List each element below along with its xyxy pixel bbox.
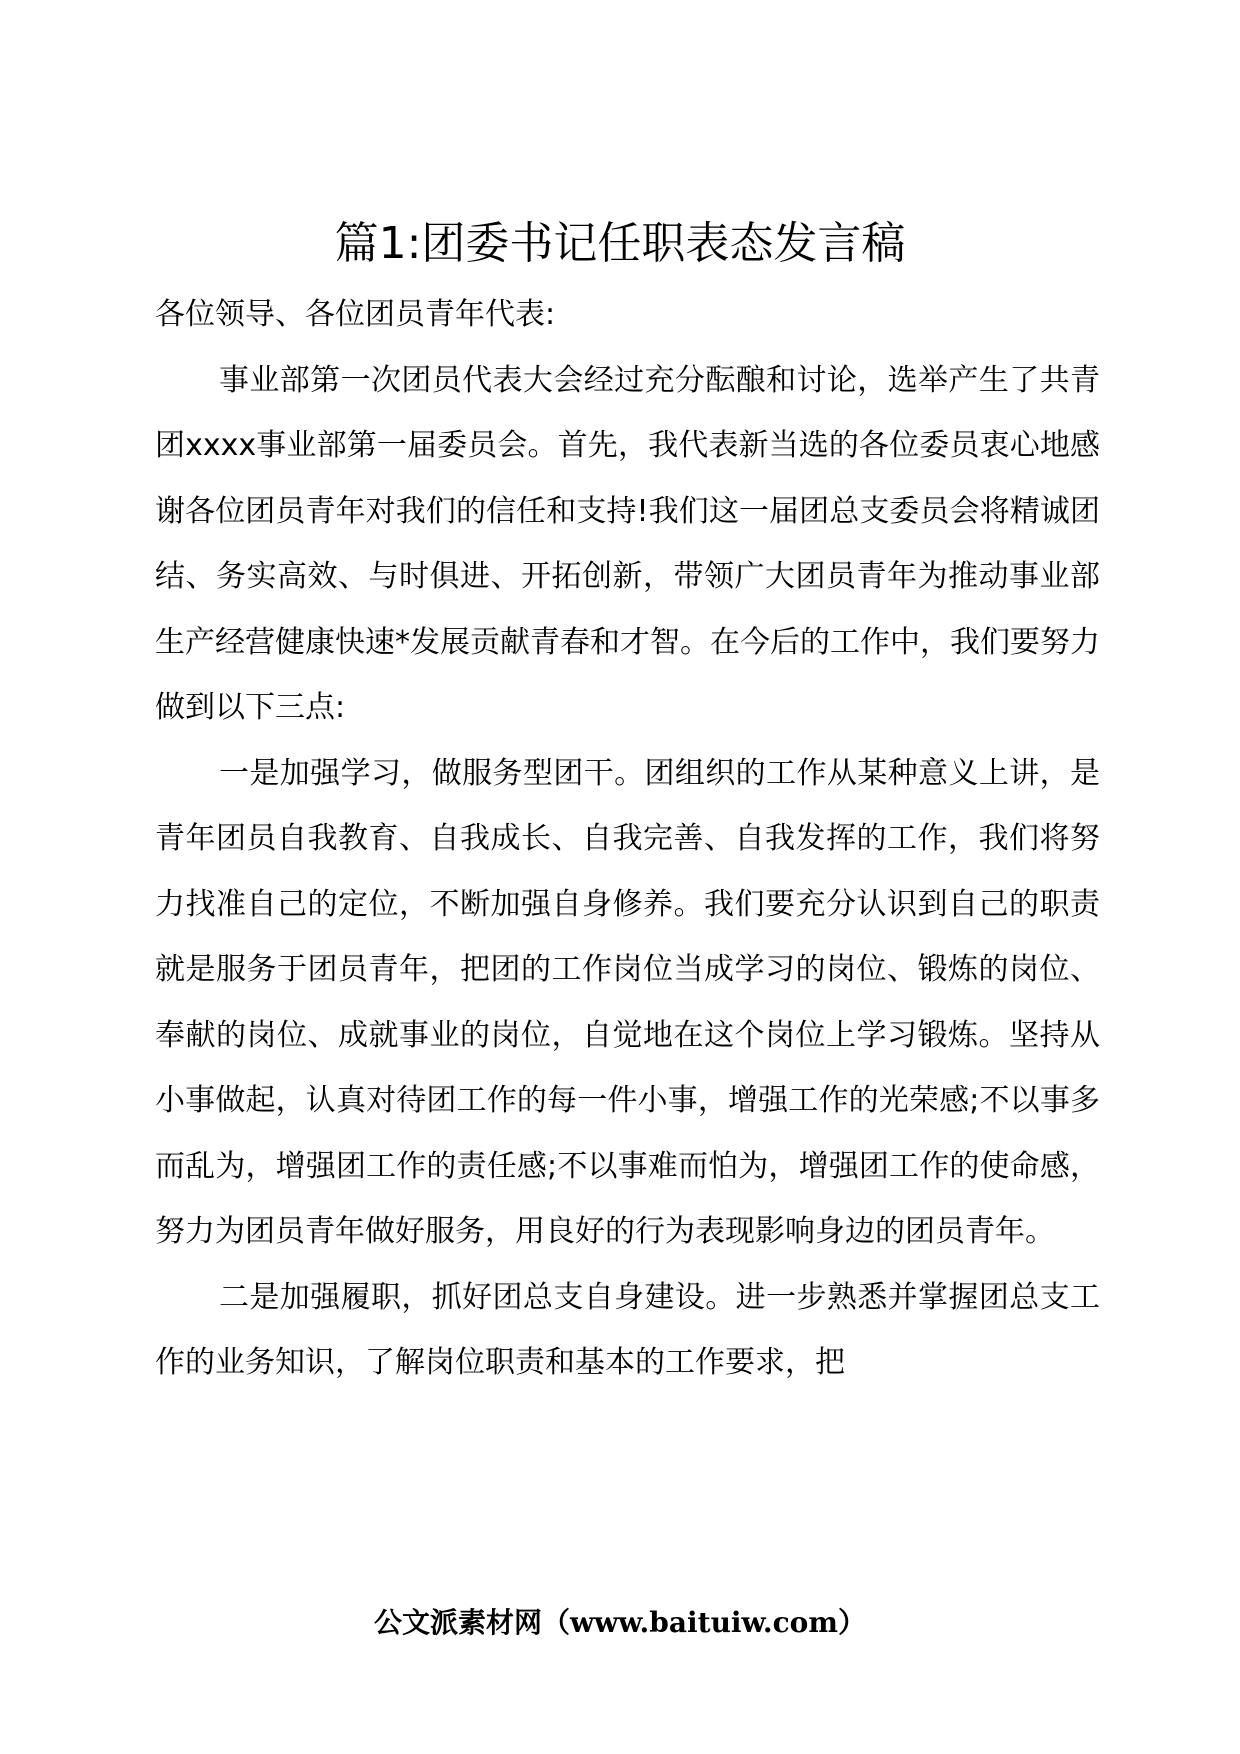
paragraph-3: 二是加强履职，抓好团总支自身建设。进一步熟悉并掌握团总支工作的业务知识，了解岗位职责和基本的工作要求，把 bbox=[155, 1279, 1100, 1380]
document-body bbox=[155, 282, 1100, 1396]
salutation: 各位领导、各位团员青年代表: bbox=[155, 297, 556, 332]
paragraph-2: 一是加强学习，做服务型团干。团组织的工作从某种意义上讲，是青年团员自我教育、自我成长、自我完善、自我发挥的工作，我们将努力找准自己的定位，不断加强自身修养。我们要充分认识到自己的职责就是服务于团员青年，把团的工作岗位当成学习的岗位、锻炼的岗位、奉献的岗位、成就事业的岗位，自觉地在这个岗位上学习锻炼。坚持从小事做起，认真对待团工作的每一件小事，增强工作的光荣感;不以事多而乱为，增强团工作的责任感;不以事难而怕为，增强团工作的使命感，努力为团员青年做好服务，用良好的行为表现影响身边的团员青年。 bbox=[155, 755, 1100, 1249]
footer-source: 公文派素材网（www.baituiw.com） bbox=[374, 1606, 866, 1639]
document-title: 篇1:团委书记任职表态发言稿 bbox=[334, 218, 906, 269]
paragraph-1: 事业部第一次团员代表大会经过充分酝酿和讨论，选举产生了共青团xxxx事业部第一届委员会。首先，我代表新当选的各位委员衷心地感谢各位团员青年对我们的信任和支持!我们这一届团总支委员会将精诚团结、务实高效、与时俱进、开拓创新，带领广大团员青年为推动事业部生产经营健康快速*发展贡献青春和才智。在今后的工作中，我们要努力做到以下三点: bbox=[155, 362, 1100, 725]
